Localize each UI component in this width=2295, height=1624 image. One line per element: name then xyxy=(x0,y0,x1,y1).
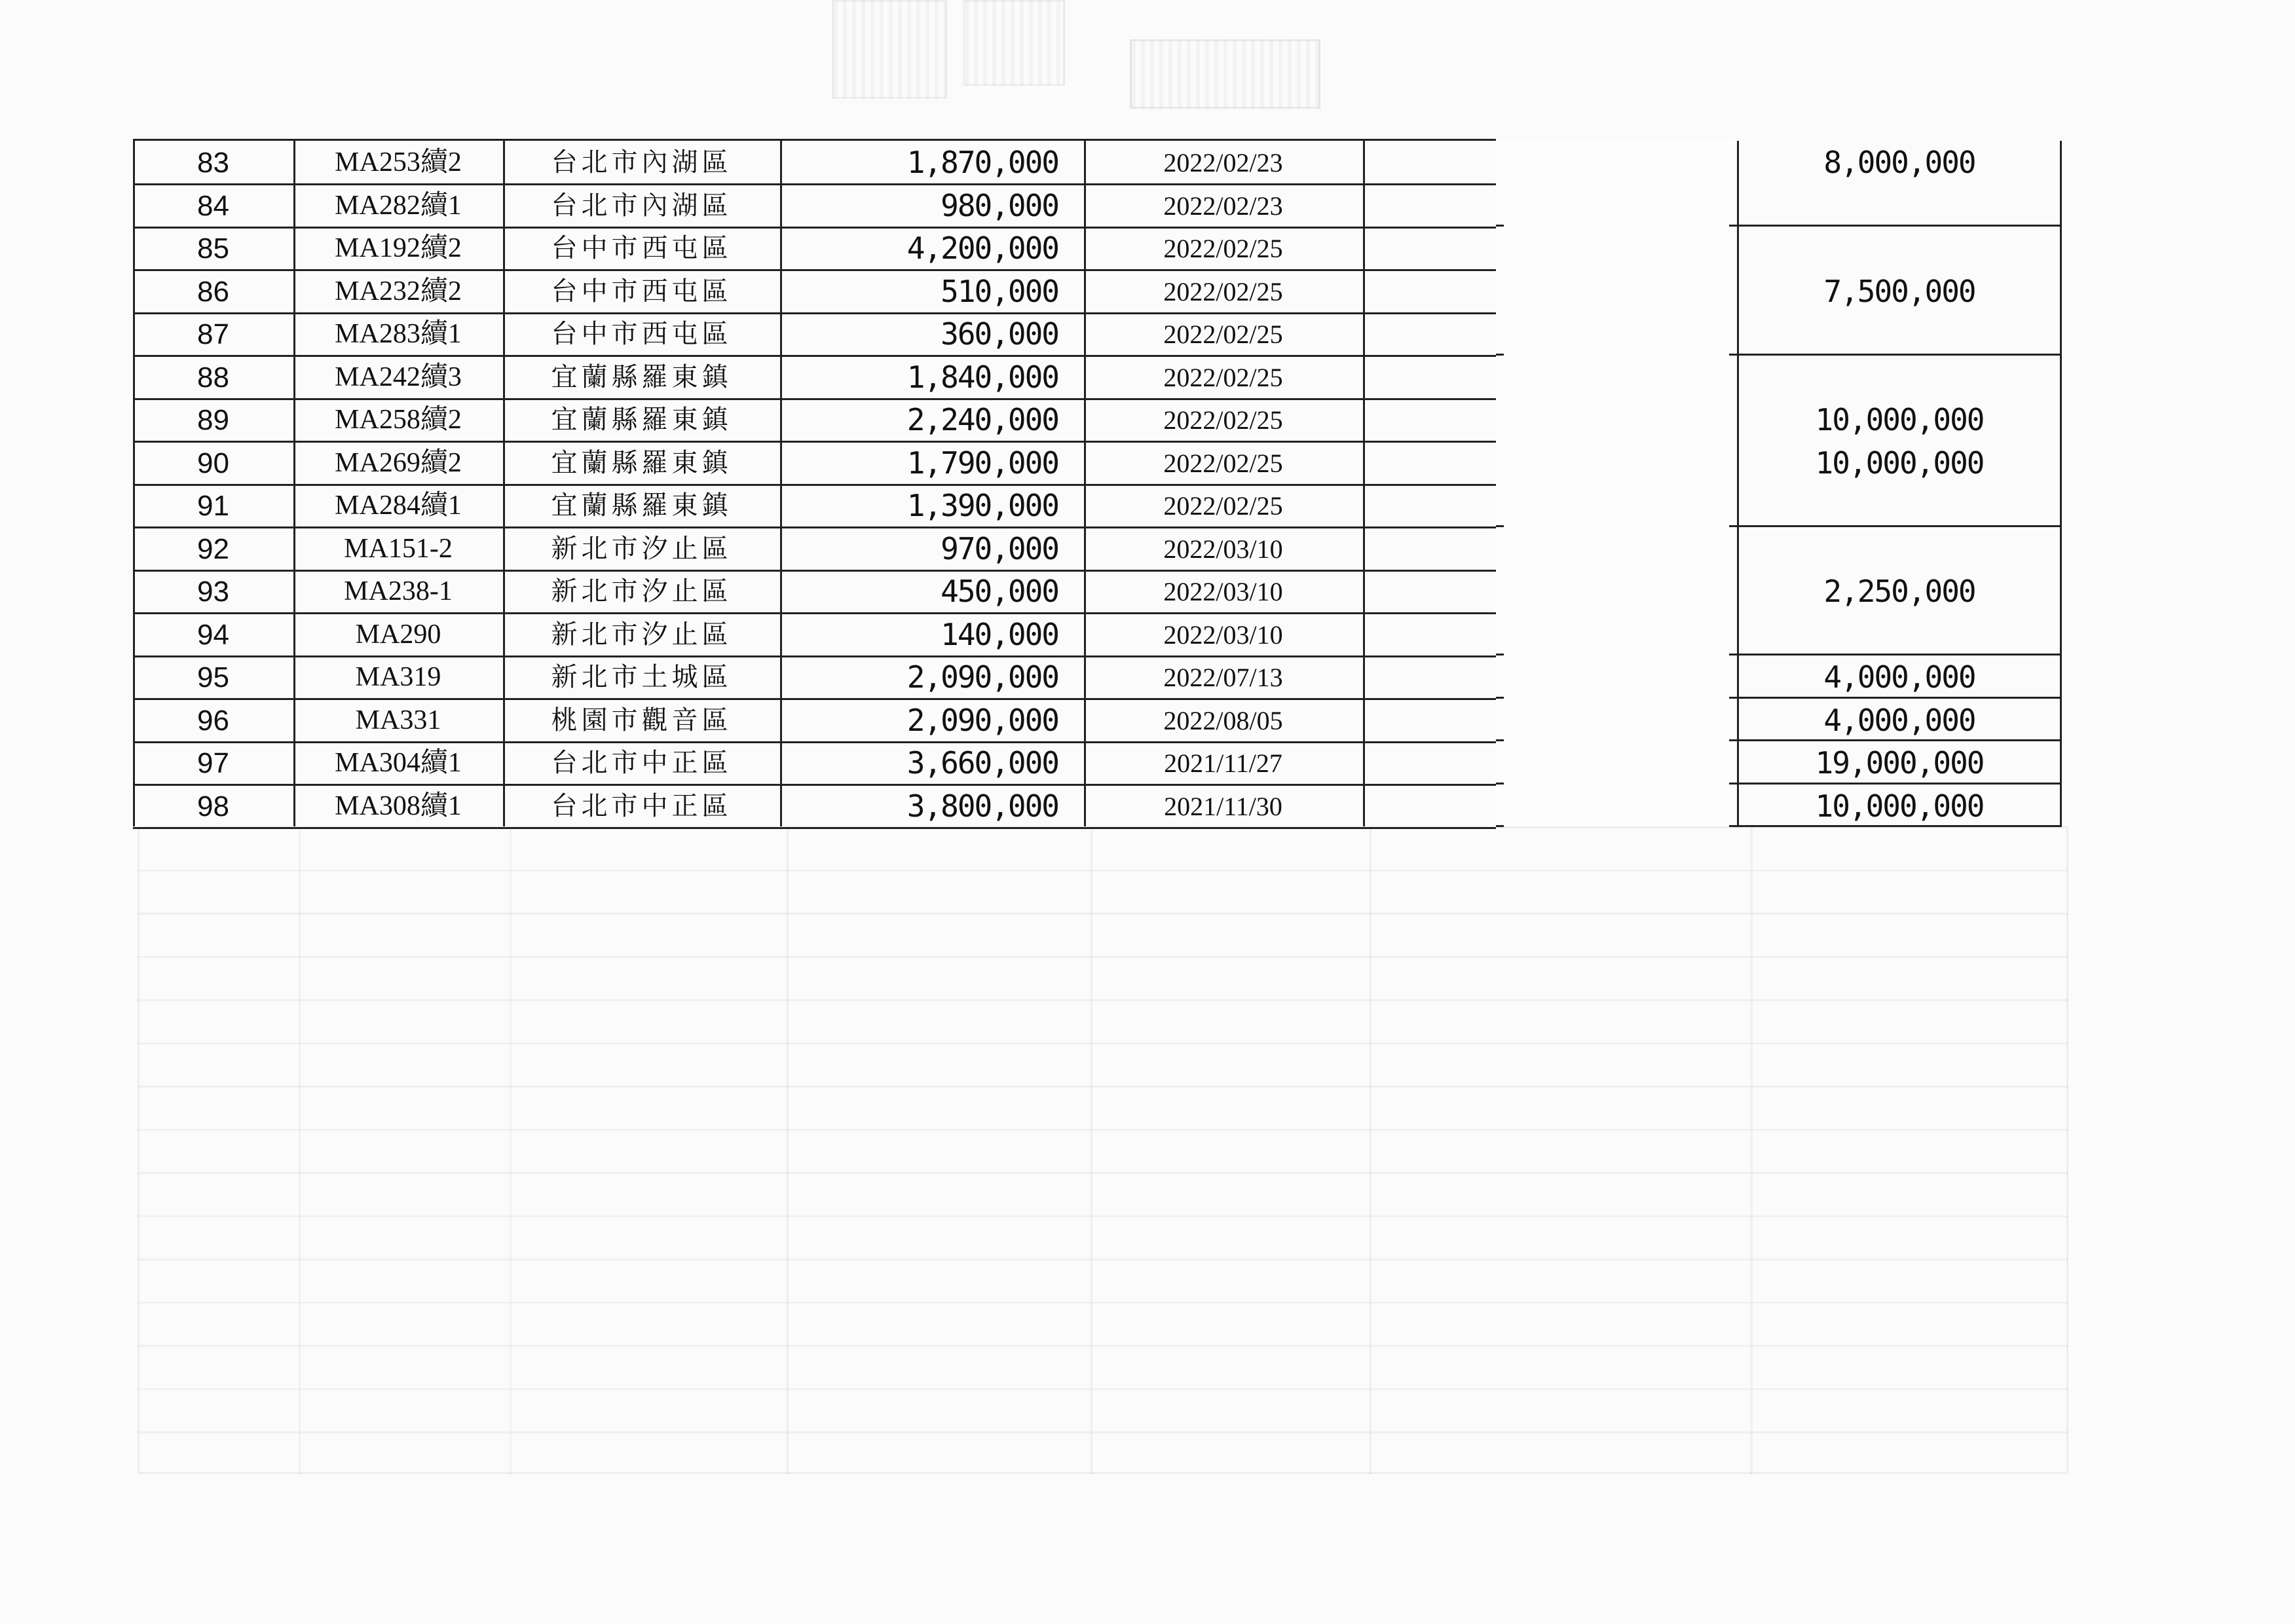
group-divider xyxy=(1729,825,1738,827)
district: 宜蘭縣羅東鎮 xyxy=(551,447,732,478)
redacted-area xyxy=(1496,139,1738,826)
case-code: MA151-2 xyxy=(344,533,453,564)
table-row xyxy=(133,527,1496,572)
case-code: MA258續2 xyxy=(335,405,462,435)
group-divider xyxy=(1496,697,1504,699)
amount: 970,000 xyxy=(941,530,1058,566)
row-number: 90 xyxy=(197,447,229,479)
table-row xyxy=(133,655,1496,700)
table-row xyxy=(133,227,1496,271)
district: 新北市汐止區 xyxy=(551,619,732,650)
column-divider xyxy=(293,139,295,826)
date: 2022/03/10 xyxy=(1163,534,1283,564)
date: 2021/11/27 xyxy=(1164,748,1282,778)
date: 2022/07/13 xyxy=(1163,663,1283,692)
limit-value: 7,500,000 xyxy=(1823,273,1975,309)
date: 2022/02/25 xyxy=(1163,448,1283,478)
group-divider xyxy=(1496,525,1504,527)
date: 2022/02/25 xyxy=(1163,405,1283,435)
faint-seal-stamp xyxy=(1130,39,1320,109)
district: 桃園市觀音區 xyxy=(551,705,732,735)
case-code: MA284續1 xyxy=(335,490,462,521)
table-row xyxy=(133,141,1496,185)
case-code: MA238-1 xyxy=(344,576,453,606)
limit-group xyxy=(1737,741,2062,784)
district: 台中市西屯區 xyxy=(551,233,732,263)
amount: 2,090,000 xyxy=(906,659,1058,695)
district: 新北市土城區 xyxy=(551,662,732,692)
district: 台北市中正區 xyxy=(551,790,732,821)
amount: 140,000 xyxy=(941,616,1058,652)
row-number: 88 xyxy=(197,361,229,394)
group-divider xyxy=(1496,354,1504,356)
table-row xyxy=(133,784,1496,829)
row-number: 89 xyxy=(197,404,229,436)
district: 宜蘭縣羅東鎮 xyxy=(551,405,732,435)
limit-value: 4,000,000 xyxy=(1823,659,1975,695)
district: 新北市汐止區 xyxy=(551,533,732,564)
table-row xyxy=(133,356,1496,400)
amount: 1,870,000 xyxy=(906,145,1058,180)
row-number: 85 xyxy=(197,232,229,265)
case-code: MA319 xyxy=(355,662,441,692)
limit-value: 19,000,000 xyxy=(1815,745,1984,781)
column-divider xyxy=(133,139,135,826)
amount: 1,390,000 xyxy=(906,488,1058,523)
date: 2022/02/23 xyxy=(1163,148,1283,177)
table-row xyxy=(133,484,1496,528)
limit-value: 8,000,000 xyxy=(1823,145,1975,180)
faint-seal-stamp xyxy=(832,0,947,99)
limit-value: 4,000,000 xyxy=(1823,702,1975,738)
group-divider xyxy=(1496,825,1504,827)
row-number: 95 xyxy=(197,661,229,693)
row-number: 92 xyxy=(197,532,229,565)
case-code: MA331 xyxy=(355,705,441,735)
date: 2022/02/25 xyxy=(1163,320,1283,349)
table-row xyxy=(133,270,1496,314)
date: 2022/03/10 xyxy=(1163,619,1283,650)
row-number: 97 xyxy=(197,747,229,779)
date: 2022/02/23 xyxy=(1163,191,1283,221)
table-row xyxy=(133,613,1496,657)
district: 台中市西屯區 xyxy=(551,276,732,306)
table-row xyxy=(133,741,1496,786)
district: 台北市內湖區 xyxy=(551,190,732,221)
limit-group xyxy=(1737,655,2062,699)
district: 宜蘭縣羅東鎮 xyxy=(551,361,732,392)
limit-group xyxy=(1737,227,2062,356)
date: 2021/11/30 xyxy=(1164,791,1282,821)
case-code: MA192續2 xyxy=(335,233,462,263)
row-number: 94 xyxy=(197,618,229,651)
case-code: MA232續2 xyxy=(335,276,462,306)
row-number: 83 xyxy=(197,147,229,179)
case-code: MA290 xyxy=(355,619,441,650)
amount: 2,090,000 xyxy=(906,702,1058,738)
date: 2022/02/25 xyxy=(1163,491,1283,521)
column-divider xyxy=(1363,139,1365,826)
amount: 510,000 xyxy=(941,273,1058,309)
limit-value: 10,000,000 xyxy=(1815,402,1984,437)
amount: 980,000 xyxy=(941,187,1058,223)
faint-seal-stamp xyxy=(963,0,1065,86)
row-number: 96 xyxy=(197,704,229,737)
case-code: MA253續2 xyxy=(335,147,462,177)
row-number: 84 xyxy=(197,189,229,222)
amount: 450,000 xyxy=(941,574,1058,609)
loan-table xyxy=(133,139,2060,826)
row-number: 93 xyxy=(197,576,229,608)
row-number: 98 xyxy=(197,790,229,822)
case-code: MA283續1 xyxy=(335,319,462,349)
column-divider xyxy=(1084,139,1086,826)
table-row xyxy=(133,570,1496,614)
amount: 3,660,000 xyxy=(906,745,1058,781)
table-row xyxy=(133,699,1496,743)
district: 宜蘭縣羅東鎮 xyxy=(551,490,732,521)
column-divider xyxy=(503,139,505,826)
date: 2022/03/10 xyxy=(1163,577,1283,606)
date: 2022/02/25 xyxy=(1163,362,1283,392)
table-row xyxy=(133,184,1496,229)
column-divider xyxy=(780,139,782,826)
amount: 1,790,000 xyxy=(906,445,1058,481)
district: 台中市西屯區 xyxy=(551,319,732,349)
case-code: MA304續1 xyxy=(335,748,462,778)
row-number: 87 xyxy=(197,318,229,350)
table-row xyxy=(133,398,1496,443)
limit-value: 2,250,000 xyxy=(1823,574,1975,609)
case-code: MA242續3 xyxy=(335,361,462,392)
group-divider xyxy=(1496,225,1504,227)
case-code: MA282續1 xyxy=(335,190,462,221)
amount: 2,240,000 xyxy=(906,402,1058,437)
group-divider xyxy=(1496,783,1504,784)
limit-group xyxy=(1737,527,2062,656)
district: 台北市內湖區 xyxy=(551,147,732,177)
table-row xyxy=(133,312,1496,357)
group-divider xyxy=(1496,654,1504,655)
limit-value: 10,000,000 xyxy=(1815,788,1984,824)
date: 2022/08/05 xyxy=(1163,705,1283,735)
table-row xyxy=(133,441,1496,486)
district: 台北市中正區 xyxy=(551,748,732,778)
amount: 3,800,000 xyxy=(906,788,1058,824)
row-number: 91 xyxy=(197,490,229,522)
limit-group xyxy=(1737,356,2062,527)
amount: 4,200,000 xyxy=(906,231,1058,266)
row-number: 86 xyxy=(197,275,229,308)
limit-group xyxy=(1737,699,2062,742)
date: 2022/02/25 xyxy=(1163,276,1283,306)
group-divider xyxy=(1496,739,1504,741)
date: 2022/02/25 xyxy=(1163,234,1283,263)
bleed-through-table xyxy=(138,826,2068,1474)
limit-group xyxy=(1737,784,2062,828)
limit-value: 10,000,000 xyxy=(1815,445,1984,481)
case-code: MA308續1 xyxy=(335,790,462,821)
amount: 1,840,000 xyxy=(906,359,1058,395)
limit-group xyxy=(1737,141,2062,227)
case-code: MA269續2 xyxy=(335,447,462,478)
amount: 360,000 xyxy=(941,316,1058,352)
district: 新北市汐止區 xyxy=(551,576,732,606)
